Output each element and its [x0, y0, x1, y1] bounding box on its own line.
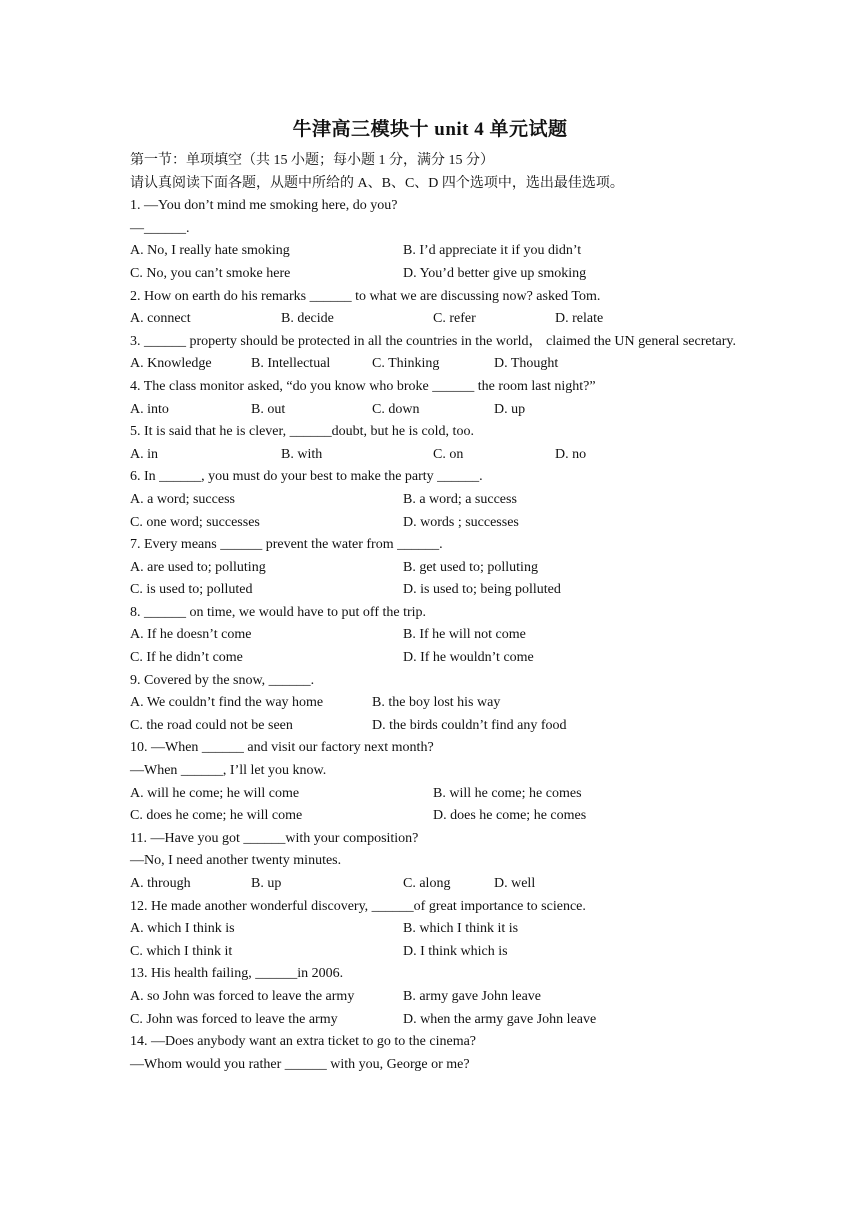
- option-c: C. the road could not be seen: [130, 717, 293, 733]
- option-row: [130, 399, 740, 422]
- option-row: [130, 444, 740, 467]
- option-row: [130, 941, 740, 964]
- option-c: C. does he come; he will come: [130, 808, 303, 824]
- option-a: A. connect: [130, 311, 191, 327]
- question-stem: 10. —When ______ and visit our factory next month?: [130, 740, 434, 756]
- option-a: A. If he doesn’t come: [130, 627, 252, 643]
- option-b: B. with: [281, 446, 323, 462]
- option-row: [130, 624, 740, 647]
- option-c: C. which I think it: [130, 943, 233, 959]
- option-a: A. in: [130, 446, 158, 462]
- option-row: [130, 308, 740, 331]
- question-stem: 12. He made another wonderful discovery, ______of great importance to science.: [130, 898, 586, 914]
- option-row: [130, 512, 740, 535]
- option-a: A. We couldn’t find the way home: [130, 695, 324, 711]
- option-d: D. words ; successes: [403, 514, 519, 530]
- option-row: [130, 918, 740, 941]
- option-b: B. the boy lost his way: [372, 695, 501, 711]
- question-stem-reply: —No, I need another twenty minutes.: [130, 853, 342, 869]
- instruction-text: 请认真阅读下面各题，从题中所给的 A、B、C、D 四个选项中，选出最佳选项。: [130, 175, 624, 191]
- question-stem: 2. How on earth do his remarks ______ to what we are discussing now? asked Tom.: [130, 288, 601, 304]
- option-a: A. No, I really hate smoking: [130, 243, 290, 259]
- option-row: [130, 579, 740, 602]
- question-stem: 8. ______ on time, we would have to put off the trip.: [130, 604, 427, 620]
- option-row: [130, 647, 740, 670]
- option-c: C. is used to; polluted: [130, 582, 253, 598]
- option-d: D. no: [555, 446, 587, 462]
- question-stem: 4. The class monitor asked, “do you know who broke ______ the room last night?”: [130, 378, 596, 394]
- option-d: D. when the army gave John leave: [403, 1011, 597, 1027]
- option-d: D. If he wouldn’t come: [403, 650, 534, 666]
- option-b: B. out: [251, 401, 286, 417]
- option-row: [130, 692, 740, 715]
- question-stem-reply: —Whom would you rather ______ with you, George or me?: [130, 1056, 470, 1072]
- option-d: D. relate: [555, 311, 604, 327]
- option-row: [130, 873, 740, 896]
- option-c: C. Thinking: [372, 356, 440, 372]
- option-c: C. If he didn’t come: [130, 650, 243, 666]
- option-d: D. You’d better give up smoking: [403, 265, 587, 281]
- option-b: B. get used to; polluting: [403, 559, 538, 575]
- option-b: B. Intellectual: [251, 356, 331, 372]
- question-stem: 9. Covered by the snow, ______.: [130, 672, 315, 688]
- section-heading: 第一节：单项填空（共 15 小题；每小题 1 分，满分 15 分）: [130, 153, 494, 168]
- option-d: D. well: [494, 876, 536, 891]
- option-b: B. If he will not come: [403, 627, 526, 643]
- option-c: C. No, you can’t smoke here: [130, 265, 291, 281]
- option-c: C. down: [372, 401, 420, 417]
- option-row: [130, 353, 740, 376]
- option-b: B. I’d appreciate it if you didn’t: [403, 243, 582, 259]
- option-b: B. decide: [281, 311, 334, 327]
- question-stem: 5. It is said that he is clever, ______doubt, but he is cold, too.: [130, 424, 474, 440]
- option-d: D. is used to; being polluted: [403, 582, 561, 598]
- option-d: D. I think which is: [403, 943, 508, 959]
- page-title: 牛津高三模块十 unit 4 单元试题: [292, 119, 568, 140]
- question-stem: 14. —Does anybody want an extra ticket to go to the cinema?: [130, 1034, 477, 1050]
- option-b: B. army gave John leave: [403, 988, 542, 1004]
- question-stem-reply: —______.: [130, 220, 190, 236]
- question-stem: 11. —Have you got ______with your composition?: [130, 830, 419, 846]
- option-a: A. Knowledge: [130, 356, 212, 372]
- option-b: B. up: [251, 876, 282, 891]
- option-a: A. will he come; he will come: [130, 785, 300, 801]
- question-stem: 7. Every means ______ prevent the water from ______.: [130, 537, 443, 553]
- option-a: A. through: [130, 876, 191, 891]
- option-row: [130, 557, 740, 580]
- question-stem: 13. His health failing, ______in 2006.: [130, 966, 344, 982]
- option-row: [130, 263, 740, 286]
- question-stem-reply: —When ______, I’ll let you know.: [130, 763, 327, 779]
- question-stem: 3. ______ property should be protected in all the countries in the world， claimed the UN general secretary.: [130, 333, 736, 349]
- option-row: [130, 240, 740, 263]
- option-a: A. so John was forced to leave the army: [130, 988, 355, 1004]
- option-d: D. does he come; he comes: [433, 808, 587, 824]
- document-body: [130, 150, 740, 1076]
- option-d: D. up: [494, 401, 526, 417]
- question-stem: 1. —You don’t mind me smoking here, do you?: [130, 198, 398, 214]
- option-c: C. one word; successes: [130, 514, 260, 530]
- option-row: [130, 783, 740, 806]
- option-row: [130, 489, 740, 512]
- option-a: A. which I think is: [130, 921, 235, 937]
- option-row: [130, 715, 740, 738]
- option-d: D. the birds couldn’t find any food: [372, 717, 567, 733]
- option-b: B. will he come; he comes: [433, 785, 582, 801]
- option-c: C. refer: [433, 311, 476, 327]
- option-b: B. which I think it is: [403, 921, 519, 937]
- option-a: A. into: [130, 401, 169, 417]
- option-row: [130, 1009, 740, 1032]
- option-c: C. John was forced to leave the army: [130, 1011, 338, 1027]
- option-row: [130, 986, 740, 1009]
- option-c: C. on: [433, 446, 464, 462]
- option-a: A. a word; success: [130, 491, 235, 507]
- option-row: [130, 805, 740, 828]
- option-d: D. Thought: [494, 356, 559, 372]
- option-b: B. a word; a success: [403, 491, 517, 507]
- question-stem: 6. In ______, you must do your best to make the party ______.: [130, 469, 483, 485]
- option-c: C. along: [403, 876, 451, 891]
- option-a: A. are used to; polluting: [130, 559, 266, 575]
